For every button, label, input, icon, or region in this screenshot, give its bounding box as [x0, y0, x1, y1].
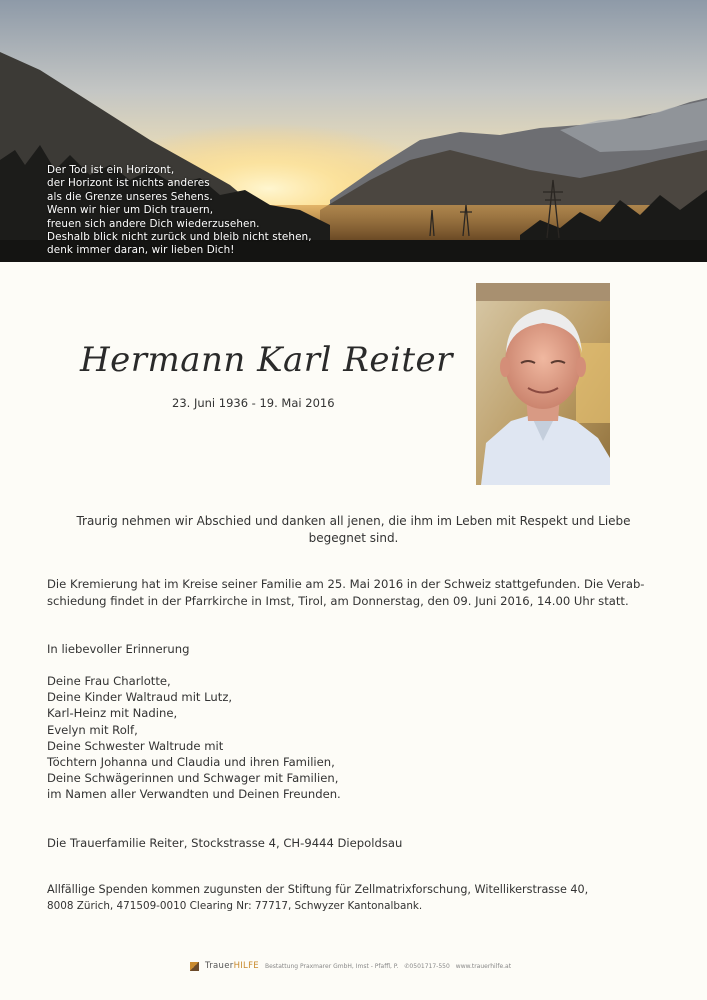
- brand-name: [205, 961, 259, 971]
- phone-text: ✆0501717-550: [404, 962, 450, 970]
- website-link[interactable]: www.trauerhilfe.at: [455, 962, 512, 970]
- remembrance-heading: [47, 641, 662, 658]
- poem-line: Der Tod ist ein Horizont,: [47, 164, 175, 176]
- family-line: im Namen aller Verwandten und Deinen Freunden.: [47, 787, 341, 802]
- family-line: Deine Schwägerinnen und Schwager mit Familien,: [47, 771, 339, 786]
- life-dates: 23. Juni 1936 - 19. Mai 2016: [172, 396, 335, 410]
- footer: [190, 961, 511, 971]
- ceremony-line: Die Kremierung hat im Kreise seiner Familie am 25. Mai 2016 in der Schweiz stattgefunden. Die Verab-: [47, 577, 645, 591]
- poem-line: der Horizont ist nichts anderes: [47, 177, 210, 190]
- poem: [47, 164, 312, 258]
- poem-line: freuen sich andere Dich wiederzusehen.: [47, 217, 260, 230]
- family-line: Töchtern Johanna und Claudia und ihren Familien,: [47, 755, 335, 770]
- address-text: Die Trauerfamilie Reiter, Stockstrasse 4, CH-9444 Diepoldsau: [47, 836, 403, 850]
- brand-part: Trauer: [205, 961, 234, 971]
- family-line: Deine Schwester Waltrude mit: [47, 738, 224, 753]
- donation-line: Allfällige Spenden kommen zugunsten der Stiftung für Zellmatrixforschung, Witellikerstrasse 40,: [47, 883, 589, 896]
- intro-text: Traurig nehmen wir Abschied und danken all jenen, die ihm im Leben mit Respekt und Liebe begegnet sind.: [76, 514, 631, 545]
- remembrance-text: In liebevoller Erinnerung: [47, 642, 190, 656]
- donations-paragraph: [47, 881, 662, 915]
- family-list: [47, 673, 662, 803]
- portrait-photo: [476, 283, 610, 485]
- trauerhilfe-logo-icon: [190, 962, 199, 971]
- deceased-name: Hermann Karl Reiter: [80, 340, 453, 380]
- ceremony-paragraph: [47, 576, 662, 610]
- family-address: [47, 835, 662, 852]
- poem-line: als die Grenze unseres Sehens.: [47, 190, 213, 203]
- portrait-image: [476, 283, 610, 485]
- family-line: Karl-Heinz mit Nadine,: [47, 706, 178, 721]
- donation-line: 8008 Zürich, 471509-0010 Clearing Nr: 77717, Schwyzer Kantonalbank.: [47, 900, 423, 912]
- family-line: Evelyn mit Rolf,: [47, 722, 138, 737]
- ceremony-line: schiedung findet in der Pfarrkirche in Imst, Tirol, am Donnerstag, den 09. Juni 2016, 14.00 Uhr statt.: [47, 594, 629, 608]
- poem-line: Deshalb blick nicht zurück und bleib nicht stehen,: [47, 231, 312, 244]
- family-line: Deine Kinder Waltraud mit Lutz,: [47, 690, 233, 705]
- family-line: Deine Frau Charlotte,: [47, 674, 171, 688]
- company-text: Bestattung Praxmarer GmbH, Imst - Pfaffl, P.: [264, 962, 399, 970]
- poem-line: Wenn wir hier um Dich trauern,: [47, 204, 214, 217]
- brand-part-accent: HILFE: [233, 961, 259, 971]
- poem-line: denk immer daran, wir lieben Dich!: [47, 244, 235, 257]
